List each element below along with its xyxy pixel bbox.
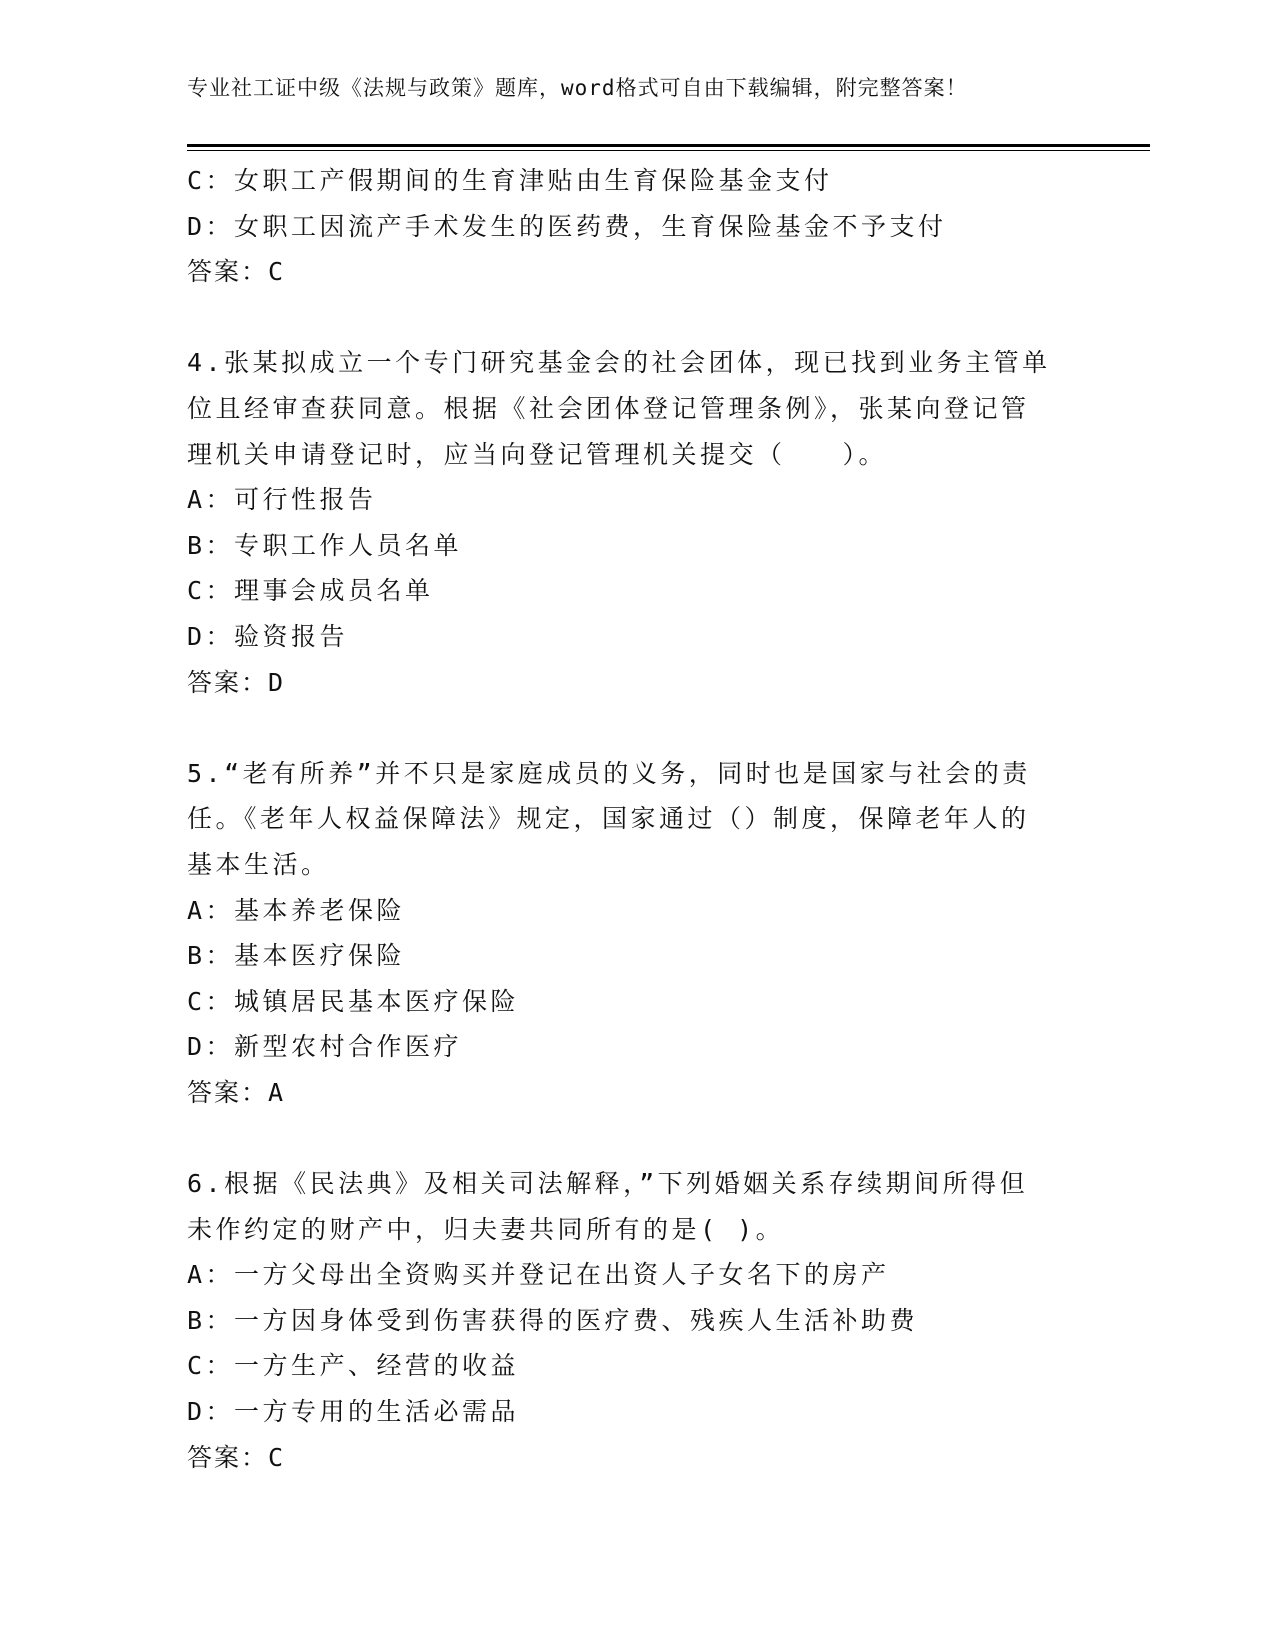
option-d: D：验资报告 [187, 621, 349, 651]
answer-line: 答案：C [187, 1442, 286, 1472]
option-b: B：专职工作人员名单 [187, 530, 463, 560]
spacer [187, 1115, 1087, 1161]
question-stem-line: 未作约定的财产中，归夫妻共同所有的是( )。 [187, 1214, 785, 1244]
option-b: B：基本医疗保险 [187, 941, 406, 971]
option-d: D：新型农村合作医疗 [187, 1032, 463, 1062]
option-c: C：理事会成员名单 [187, 576, 434, 606]
answer-line: 答案：C [187, 257, 286, 287]
document-header: 专业社工证中级《法规与政策》题库，word格式可自由下载编辑，附完整答案！ [187, 76, 968, 100]
question-stem-line: 5.“老有所养”并不只是家庭成员的义务，同时也是国家与社会的责 [187, 758, 1031, 788]
question-stem-line: 位且经审查获同意。根据《社会团体登记管理条例》，张某向登记管 [187, 393, 1030, 423]
header-rule-thick [187, 144, 1150, 147]
spacer [187, 705, 1087, 751]
question-stem-line: 任。《老年人权益保障法》规定，国家通过（）制度，保障老年人的 [187, 804, 1030, 834]
option-c: C：一方生产、经营的收益 [187, 1351, 520, 1381]
option-d: D：女职工因流产手术发生的医药费，生育保险基金不予支付 [187, 211, 947, 241]
option-c: C：女职工产假期间的生育津贴由生育保险基金支付 [187, 166, 833, 195]
question-stem-line: 基本生活。 [187, 849, 330, 879]
option-a: A：基本养老保险 [187, 895, 406, 925]
answer-line: 答案：D [187, 667, 286, 697]
option-c: C：城镇居民基本医疗保险 [187, 986, 520, 1016]
answer-line: 答案：A [187, 1077, 286, 1107]
question-6 [187, 1161, 1087, 1480]
question-5 [187, 751, 1087, 1116]
option-a: A：一方父母出全资购买并登记在出资人子女名下的房产 [187, 1260, 890, 1290]
question-list [187, 158, 1087, 1480]
question-stem-line: 理机关申请登记时，应当向登记管理机关提交（ ）。 [187, 439, 888, 469]
continued-question [187, 158, 1087, 295]
header-rule-thin [187, 150, 1150, 151]
question-stem-line: 6.根据《民法典》及相关司法解释，”下列婚姻关系存续期间所得但 [187, 1169, 1029, 1199]
option-a: A：可行性报告 [187, 485, 377, 515]
option-b: B：一方因身体受到伤害获得的医疗费、残疾人生活补助费 [187, 1305, 919, 1335]
option-d: D：一方专用的生活必需品 [187, 1397, 520, 1427]
question-4 [187, 340, 1087, 705]
spacer [187, 295, 1087, 341]
question-stem-line: 4.张某拟成立一个专门研究基金会的社会团体，现已找到业务主管单 [187, 348, 1051, 378]
